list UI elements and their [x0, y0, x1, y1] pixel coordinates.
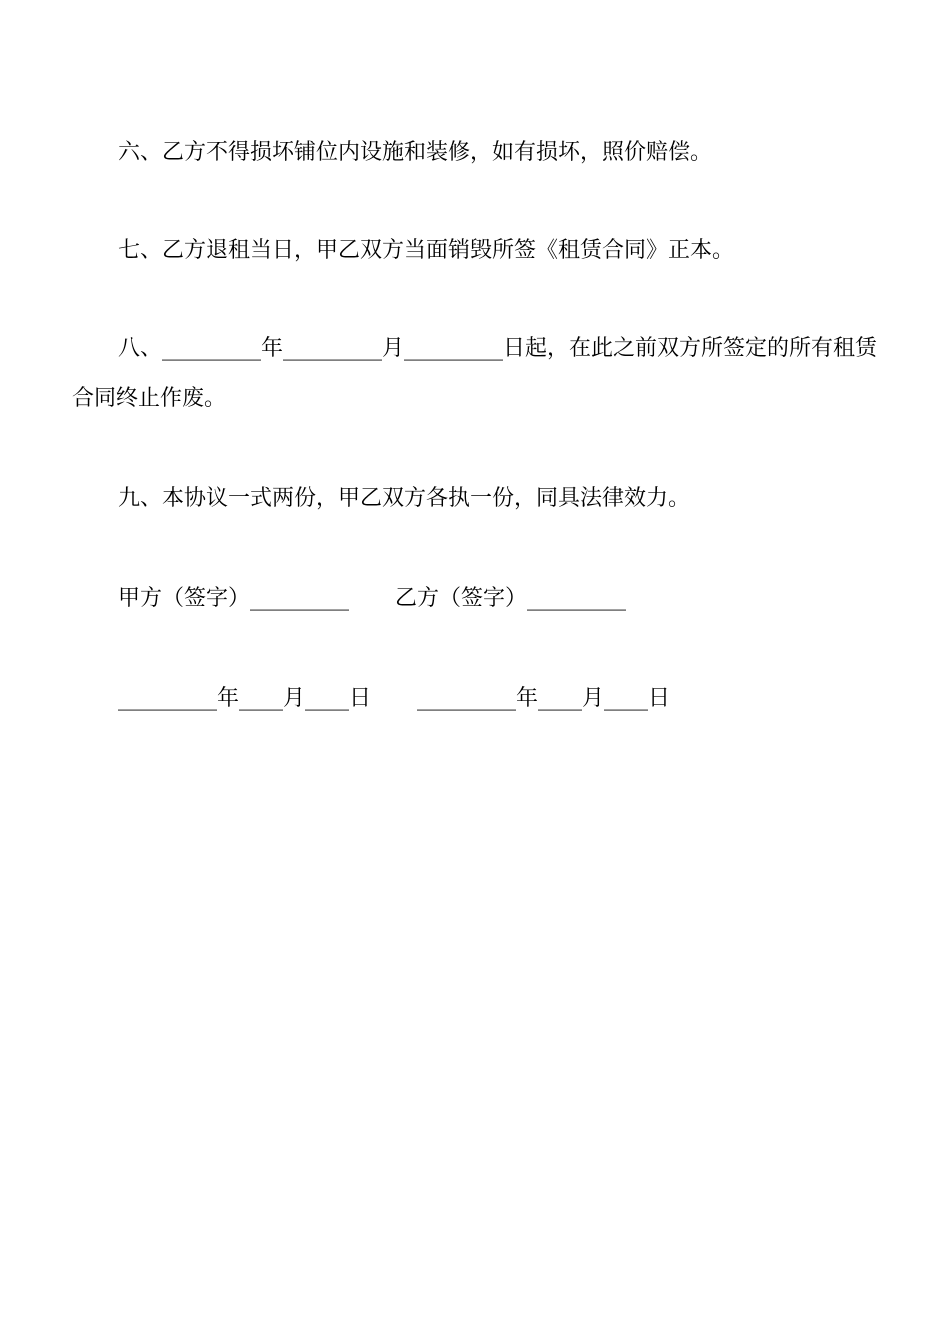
party-a-signature: 甲方（签字）_________	[118, 586, 350, 611]
party-b-date: _________年____月____日	[417, 686, 671, 711]
clause-8: 八、_________年_________月_________日起，在此之前双方所签定的所有租赁合同终止作废。	[72, 336, 878, 411]
signature-row	[118, 574, 626, 624]
clause-6: 六、乙方不得损坏铺位内设施和装修，如有损坏，照价赔偿。	[118, 140, 713, 165]
date-row	[118, 674, 670, 724]
party-b-signature: 乙方（签字）_________	[395, 586, 627, 611]
clause-7: 七、乙方退租当日，甲乙双方当面销毁所签《租赁合同》正本。	[118, 238, 735, 263]
clause-9: 九、本协议一式两份，甲乙双方各执一份，同具法律效力。	[118, 486, 691, 511]
party-a-date: _________年____月____日	[118, 686, 372, 711]
